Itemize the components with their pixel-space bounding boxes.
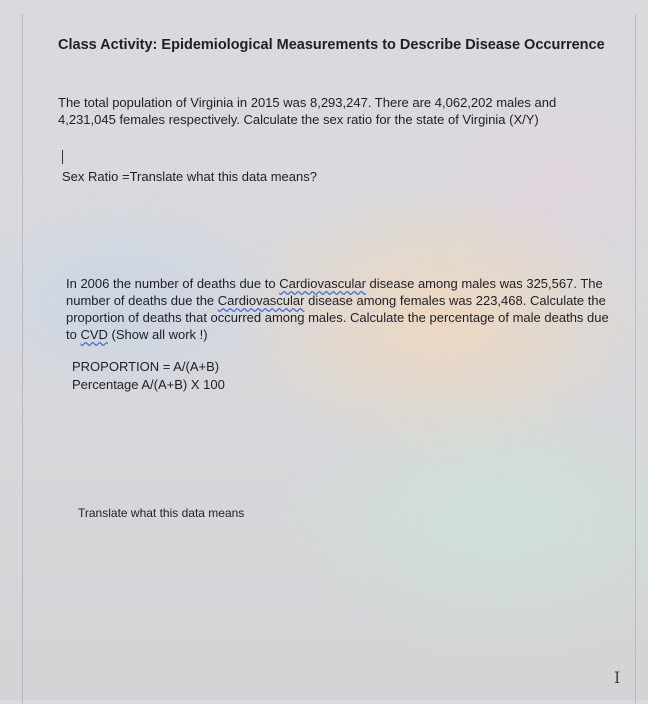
text-cursor <box>62 150 63 164</box>
cvd-question[interactable] <box>66 275 616 343</box>
sex-ratio-prompt[interactable]: Sex Ratio =Translate what this data means? <box>62 169 317 184</box>
spellcheck-word[interactable]: Cardiovascular <box>279 276 366 291</box>
cvd-text-2: disease among males was 325,567. The number of deaths due the <box>66 276 603 308</box>
cvd-text-3: disease among females was 223,468. Calculate the proportion of deaths that occurred among males. Calculate the percentage of male deaths due to <box>66 293 609 342</box>
spellcheck-word[interactable]: CVD <box>80 327 108 342</box>
percentage-formula: Percentage A/(A+B) X 100 <box>72 377 225 392</box>
ibeam-cursor-icon: I <box>614 668 621 687</box>
page-title: Class Activity: Epidemiological Measurements to Describe Disease Occurrence <box>58 37 605 53</box>
proportion-formula: PROPORTION = A/(A+B) <box>72 359 220 374</box>
cvd-text-4: (Show all work !) <box>107 327 208 342</box>
cvd-text-1: In 2006 the number of deaths due to <box>66 276 280 291</box>
translate-prompt[interactable]: Translate what this data means <box>78 506 245 520</box>
spellcheck-word[interactable]: Cardiovascular <box>217 293 305 308</box>
population-question[interactable]: The total population of Virginia in 2015 was 8,293,247. There are 4,062,202 males and 4,231,045 females respectively. Calculate the sex ratio for the state of Virginia (X/Y) <box>58 95 557 127</box>
